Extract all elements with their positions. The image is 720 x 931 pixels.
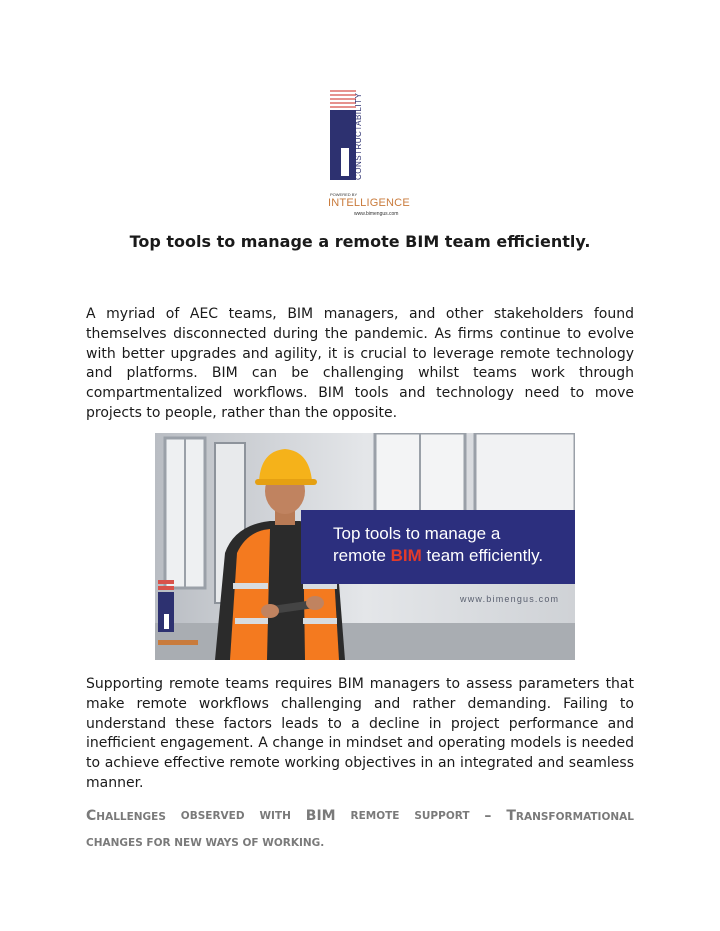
logo-intelligence: INTELLIGENCE [328,197,410,209]
hero-banner-line2-post: team efficiently. [421,546,544,565]
heading-word: WITH [259,810,291,822]
heading-word: TRANSFORMATIONAL [506,808,634,824]
heading-word: CHALLENGES [86,808,166,824]
hero-url: www.bimengus.com [460,594,560,604]
heading-word: BIM [305,808,336,824]
hero-banner-line2 [333,545,573,567]
section-heading [86,803,634,856]
hero-banner-bim: BIM [390,546,422,565]
heading-word: OBSERVED [180,810,245,822]
heading-word: – [484,808,492,824]
tower-logo-icon [330,88,356,180]
page-title: Top tools to manage a remote BIM team efficiently. [129,232,591,251]
hero-banner-text [333,523,573,567]
section-heading-line2: CHANGES FOR NEW WAYS OF WORKING. [86,837,325,849]
hero-banner-line1: Top tools to manage a [333,524,501,543]
hero-banner-line2-pre: remote [333,546,391,565]
company-logo [328,84,408,218]
logo-url: www.bimengus.com [354,211,399,217]
logo-wordmark: CONSTRUCTABILITY [354,92,363,180]
heading-word: SUPPORT [414,810,470,822]
section-heading-line1 [86,803,634,830]
intro-paragraph: A myriad of AEC teams, BIM managers, and other stakeholders found themselves disconnected during the pandemic. As firms continue to evolve with better upgrades and agility, it is crucial to leverage remote technology and platforms. BIM can be challenging whilst teams work through compartmentalized workflows. BIM tools and technology need to move projects to people, rather than the opposite. [86,306,634,421]
hero-logo-icon [158,580,202,650]
logo-powered-by: POWERED BY [330,192,358,197]
heading-word: REMOTE [350,810,400,822]
body-paragraph: Supporting remote teams requires BIM managers to assess parameters that make remote workflows challenging and rather demanding. Failing to understand these factors leads to a decline in project performance and inefficient engagement. A change in mindset and operating models is needed to achieve effective remote working objectives in an integrated and seamless manner. [86,676,634,791]
